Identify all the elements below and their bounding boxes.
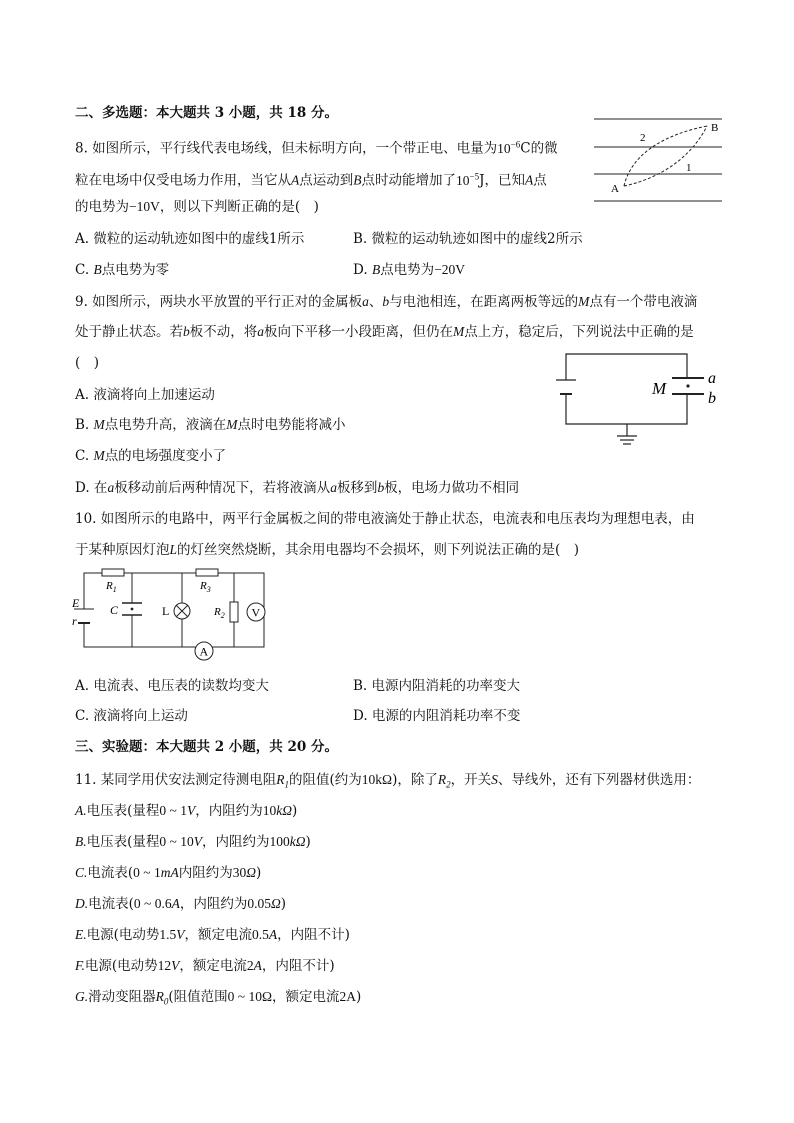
curve-2-label: 2 xyxy=(640,132,646,144)
q8-text-a: 8. 如图所示，平行线代表电场线，但未标明方向，一个带正电、电量为 xyxy=(75,140,498,157)
point-m-label: M xyxy=(652,379,667,398)
q8-option-a: A. 微粒的运动轨迹如图中的虚线1所示 xyxy=(75,231,305,247)
q8-field-figure xyxy=(592,112,726,208)
resistor-r3 xyxy=(196,569,218,576)
q8-line-1 xyxy=(75,135,558,158)
section-heading-experiment: 三、实验题：本大题共 2 小题，共 20 分。 xyxy=(75,739,338,755)
q9-line-2: 处于静止状态。若b板不动，将a板向下平移一小段距离，但仍在M点上方，稳定后，下列说法中正确的是 xyxy=(75,324,694,340)
trajectory-1 xyxy=(624,126,707,186)
q8-line-2: 粒在电场中仅受电场力作用，当它从A点运动到B点时动能增加了$10^{-5}J$，已知A点 xyxy=(75,171,547,189)
q8-charge: $10^{-6}$ xyxy=(497,139,521,156)
q11-item-d: D.电流表(0 ~ 0.6A，内阻约为0.05Ω) xyxy=(75,896,287,912)
q11-item-a: A.电压表(量程0 ~ 1V，内阻约为10kΩ) xyxy=(75,803,298,819)
q11-item-f: F.电源(电动势12V，额定电流2A，内阻不计) xyxy=(75,958,335,974)
voltmeter-label: V xyxy=(251,605,261,620)
capacitor-label: C xyxy=(110,603,119,617)
q10-option-a: A. 电流表、电压表的读数均变大 xyxy=(75,678,269,694)
r1-label: $R_1$ xyxy=(106,580,117,594)
lamp-label: L xyxy=(162,604,170,618)
q11-line-1: 11. 某同学用伏安法测定待测电阻$R_1$的阻值(约为10kΩ)，除了$R_2$，开关S、导线外，还有下列器材供选用： xyxy=(75,772,701,790)
q9-option-c: C. M点的电场强度变小了 xyxy=(75,448,227,464)
internal-resistance-label: r xyxy=(72,614,77,628)
q9-option-d: D. 在a板移动前后两种情况下，若将液滴从a板移到b板，电场力做功不相同 xyxy=(75,480,520,496)
droplet xyxy=(131,608,134,611)
q9-capacitor-figure xyxy=(548,348,744,454)
q10-circuit-figure xyxy=(72,567,272,665)
q11-item-e: E.电源(电动势1.5V，额定电流0.5A，内阻不计) xyxy=(75,927,350,943)
r3-label: $R_3$ xyxy=(200,580,211,594)
q10-option-c: C. 液滴将向上运动 xyxy=(75,708,188,724)
q11-item-b: B.电压表(量程0 ~ 10V，内阻约为100kΩ) xyxy=(75,834,311,850)
q9-line-3: ( ) xyxy=(75,355,100,371)
q10-line-2: 于某种原因灯泡L的灯丝突然烧断，其余用电器均不会损坏，则下列说法正确的是( ) xyxy=(75,542,580,558)
r2-label: $R_2$ xyxy=(214,606,225,620)
trajectory-2 xyxy=(624,126,707,186)
q11-item-c: C.电流表(0 ~ 1mA内阻约为30Ω) xyxy=(75,865,262,881)
ammeter-label: A xyxy=(199,644,209,659)
q8-line-3: 的电势为−10V，则以下判断正确的是( ) xyxy=(75,199,319,215)
point-a-label: A xyxy=(611,183,619,195)
q11-item-g: G.滑动变阻器$R_0$(阻值范围0 ~ 10Ω，额定电流2A) xyxy=(75,989,362,1007)
plate-a-label: a xyxy=(708,370,716,387)
resistor-r1 xyxy=(102,569,124,576)
q9-option-b: B. M点电势升高，液滴在M点时电势能将减小 xyxy=(75,417,346,433)
q10-option-d: D. 电源的内阻消耗功率不变 xyxy=(353,708,521,724)
point-b-label: B xyxy=(711,122,719,134)
plate-b-label: b xyxy=(708,390,716,407)
q8-option-b: B. 微粒的运动轨迹如图中的虚线2所示 xyxy=(353,231,583,247)
q10-line-1: 10. 如图所示的电路中，两平行金属板之间的带电液滴处于静止状态，电流表和电压表均为理想电表，由 xyxy=(75,511,695,527)
droplet-m xyxy=(686,384,689,387)
section-heading-multiple-choice: 二、多选题：本大题共 3 小题，共 18 分。 xyxy=(75,105,338,121)
q8-option-d: D. B点电势为−20V xyxy=(353,262,466,278)
q10-option-b: B. 电源内阻消耗的功率变大 xyxy=(353,678,521,694)
resistor-r2 xyxy=(230,602,238,622)
q8-text-b: C的微 xyxy=(520,140,558,157)
q8-option-c: C. B点电势为零 xyxy=(75,262,170,278)
circuit-wire xyxy=(566,394,687,424)
emf-label: E xyxy=(72,596,80,610)
circuit-wire xyxy=(566,354,687,380)
q9-line-1: 9. 如图所示，两块水平放置的平行正对的金属板a、b与电池相连，在距离两板等远的M点有一个带电液滴 xyxy=(75,294,698,310)
curve-1-label: 1 xyxy=(686,162,692,174)
q9-option-a: A. 液滴将向上加速运动 xyxy=(75,387,215,403)
